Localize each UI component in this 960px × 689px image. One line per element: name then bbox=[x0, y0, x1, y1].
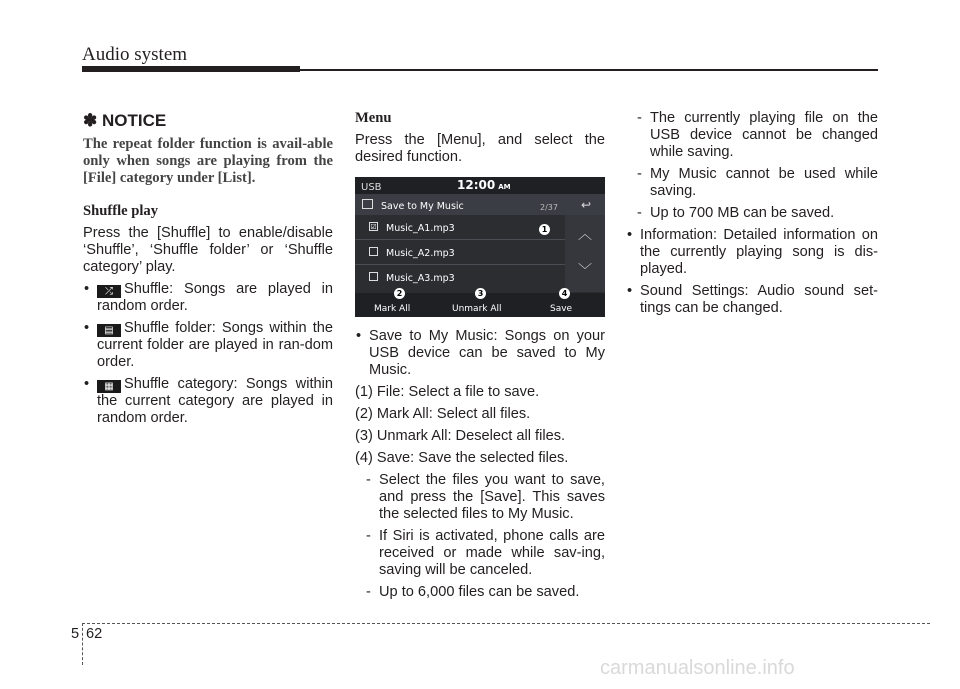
list-item: • ⤮ Shuffle: Songs are played in random order. bbox=[84, 281, 333, 314]
list-item: • Information: Detailed information on the currently playing song is dis-played. bbox=[627, 227, 878, 277]
save-to-my-music-screenshot bbox=[355, 177, 605, 317]
shuffle-folder-icon: ▤ bbox=[97, 324, 121, 337]
file-name: Music_A2.mp3 bbox=[386, 248, 455, 259]
save-icon bbox=[362, 199, 373, 209]
bullet-text: Save to My Music: Songs on your USB device can be saved to My Music. bbox=[369, 328, 605, 378]
numbered-item: (1) File: Select a file to save. bbox=[355, 384, 540, 400]
numbered-item: (3) Unmark All: Deselect all files. bbox=[355, 428, 566, 444]
notice-body: The repeat folder function is avail-able only when songs are playing from the [File] category under [List]. bbox=[83, 136, 333, 186]
dash-item: - If Siri is activated, phone calls are received or made while sav-ing, saving will be canceled. bbox=[366, 528, 605, 578]
scroll-down-icon[interactable]: ﹀ bbox=[578, 263, 592, 279]
footer-rule bbox=[82, 623, 930, 624]
mark-all-button[interactable]: Mark All bbox=[374, 304, 411, 314]
shuffle-category-icon: ▦ bbox=[97, 380, 121, 393]
file-row[interactable] bbox=[355, 240, 565, 265]
file-row[interactable] bbox=[355, 265, 565, 289]
dash-item: - My Music cannot be used while saving. bbox=[637, 166, 878, 199]
dash-item: - Select the files you want to save, and press the [Save]. This saves the selected files to My Music. bbox=[366, 472, 605, 522]
header-rule-thick bbox=[82, 66, 300, 72]
bullet-text: Shuffle folder: Songs within the current folder are played in ran-dom order. bbox=[97, 320, 333, 370]
scroll-up-icon[interactable]: ︿ bbox=[578, 227, 592, 243]
shuffle-intro: Press the [Shuffle] to enable/disable ‘Shuffle’, ‘Shuffle folder’ or ‘Shuffle category’ play. bbox=[83, 225, 333, 275]
callout-1: 1 bbox=[539, 224, 550, 235]
file-row[interactable] bbox=[355, 215, 565, 240]
footer-divider bbox=[82, 623, 83, 665]
column-right bbox=[626, 110, 878, 322]
list-item: • ▦ Shuffle category: Songs within the current category are played in random order. bbox=[84, 376, 333, 426]
dash-text: Up to 700 MB can be saved. bbox=[650, 205, 835, 221]
clock-time: 12:00 bbox=[457, 178, 496, 192]
bullet-text: Information: Detailed information on the currently playing song is dis-played. bbox=[640, 227, 878, 277]
file-count: 2/37 bbox=[540, 203, 558, 212]
numbered-item: (2) Mark All: Select all files. bbox=[355, 406, 531, 422]
notice-title: ✽ NOTICE bbox=[83, 111, 167, 130]
bullet-text: Shuffle: Songs are played in random order. bbox=[97, 281, 333, 314]
list-item: • Sound Settings: Audio sound set-tings can be changed. bbox=[627, 283, 878, 316]
list-item: • ▤ Shuffle folder: Songs within the current folder are played in ran-dom order. bbox=[84, 320, 333, 370]
file-name: Music_A3.mp3 bbox=[386, 273, 455, 284]
back-icon[interactable]: ↩ bbox=[581, 198, 592, 212]
column-middle bbox=[355, 110, 605, 606]
watermark: carmanualsonline.info bbox=[600, 657, 795, 679]
unmark-all-button[interactable]: Unmark All bbox=[452, 304, 502, 314]
checkbox[interactable] bbox=[369, 272, 378, 281]
bullet-text: Sound Settings: Audio sound set-tings can be changed. bbox=[640, 283, 878, 316]
page-header-title: Audio system bbox=[82, 44, 188, 65]
dash-text: My Music cannot be used while saving. bbox=[650, 166, 878, 199]
dash-text: Up to 6,000 files can be saved. bbox=[379, 584, 580, 600]
menu-heading: Menu bbox=[355, 110, 392, 126]
clock-ampm: AM bbox=[498, 183, 511, 191]
dash-item: - Up to 700 MB can be saved. bbox=[637, 205, 835, 221]
callout-2: 2 bbox=[394, 288, 405, 299]
column-left bbox=[83, 110, 333, 432]
header-rule-thin bbox=[300, 69, 878, 71]
numbered-item: (4) Save: Save the selected files. bbox=[355, 450, 569, 466]
callout-4: 4 bbox=[559, 288, 570, 299]
dash-item: - Up to 6,000 files can be saved. bbox=[366, 584, 580, 600]
dash-text: Select the files you want to save, and press the [Save]. This saves the selected files to My Music. bbox=[379, 472, 605, 522]
dash-text: If Siri is activated, phone calls are received or made while sav-ing, saving will be canceled. bbox=[379, 528, 605, 578]
save-button[interactable]: Save bbox=[550, 304, 573, 314]
shuffle-icon: ⤮ bbox=[97, 285, 121, 298]
dash-text: The currently playing file on the USB device cannot be changed while saving. bbox=[650, 110, 878, 160]
screen-title: Save to My Music bbox=[381, 201, 464, 212]
dash-item: - The currently playing file on the USB device cannot be changed while saving. bbox=[637, 110, 878, 160]
shuffle-heading: Shuffle play bbox=[83, 203, 159, 219]
checkbox-checked[interactable]: ☑ bbox=[370, 223, 377, 231]
chapter-number: 5 bbox=[71, 626, 80, 642]
bullet-text: Shuffle category: Songs within the current category are played in random order. bbox=[97, 376, 333, 426]
page-number: 62 bbox=[86, 626, 103, 642]
source-label: USB bbox=[361, 182, 382, 193]
callout-3: 3 bbox=[475, 288, 486, 299]
list-item: • Save to My Music: Songs on your USB device can be saved to My Music. bbox=[356, 328, 605, 378]
file-name: Music_A1.mp3 bbox=[386, 223, 455, 234]
checkbox[interactable] bbox=[369, 247, 378, 256]
menu-intro: Press the [Menu], and select the desired function. bbox=[355, 132, 605, 165]
